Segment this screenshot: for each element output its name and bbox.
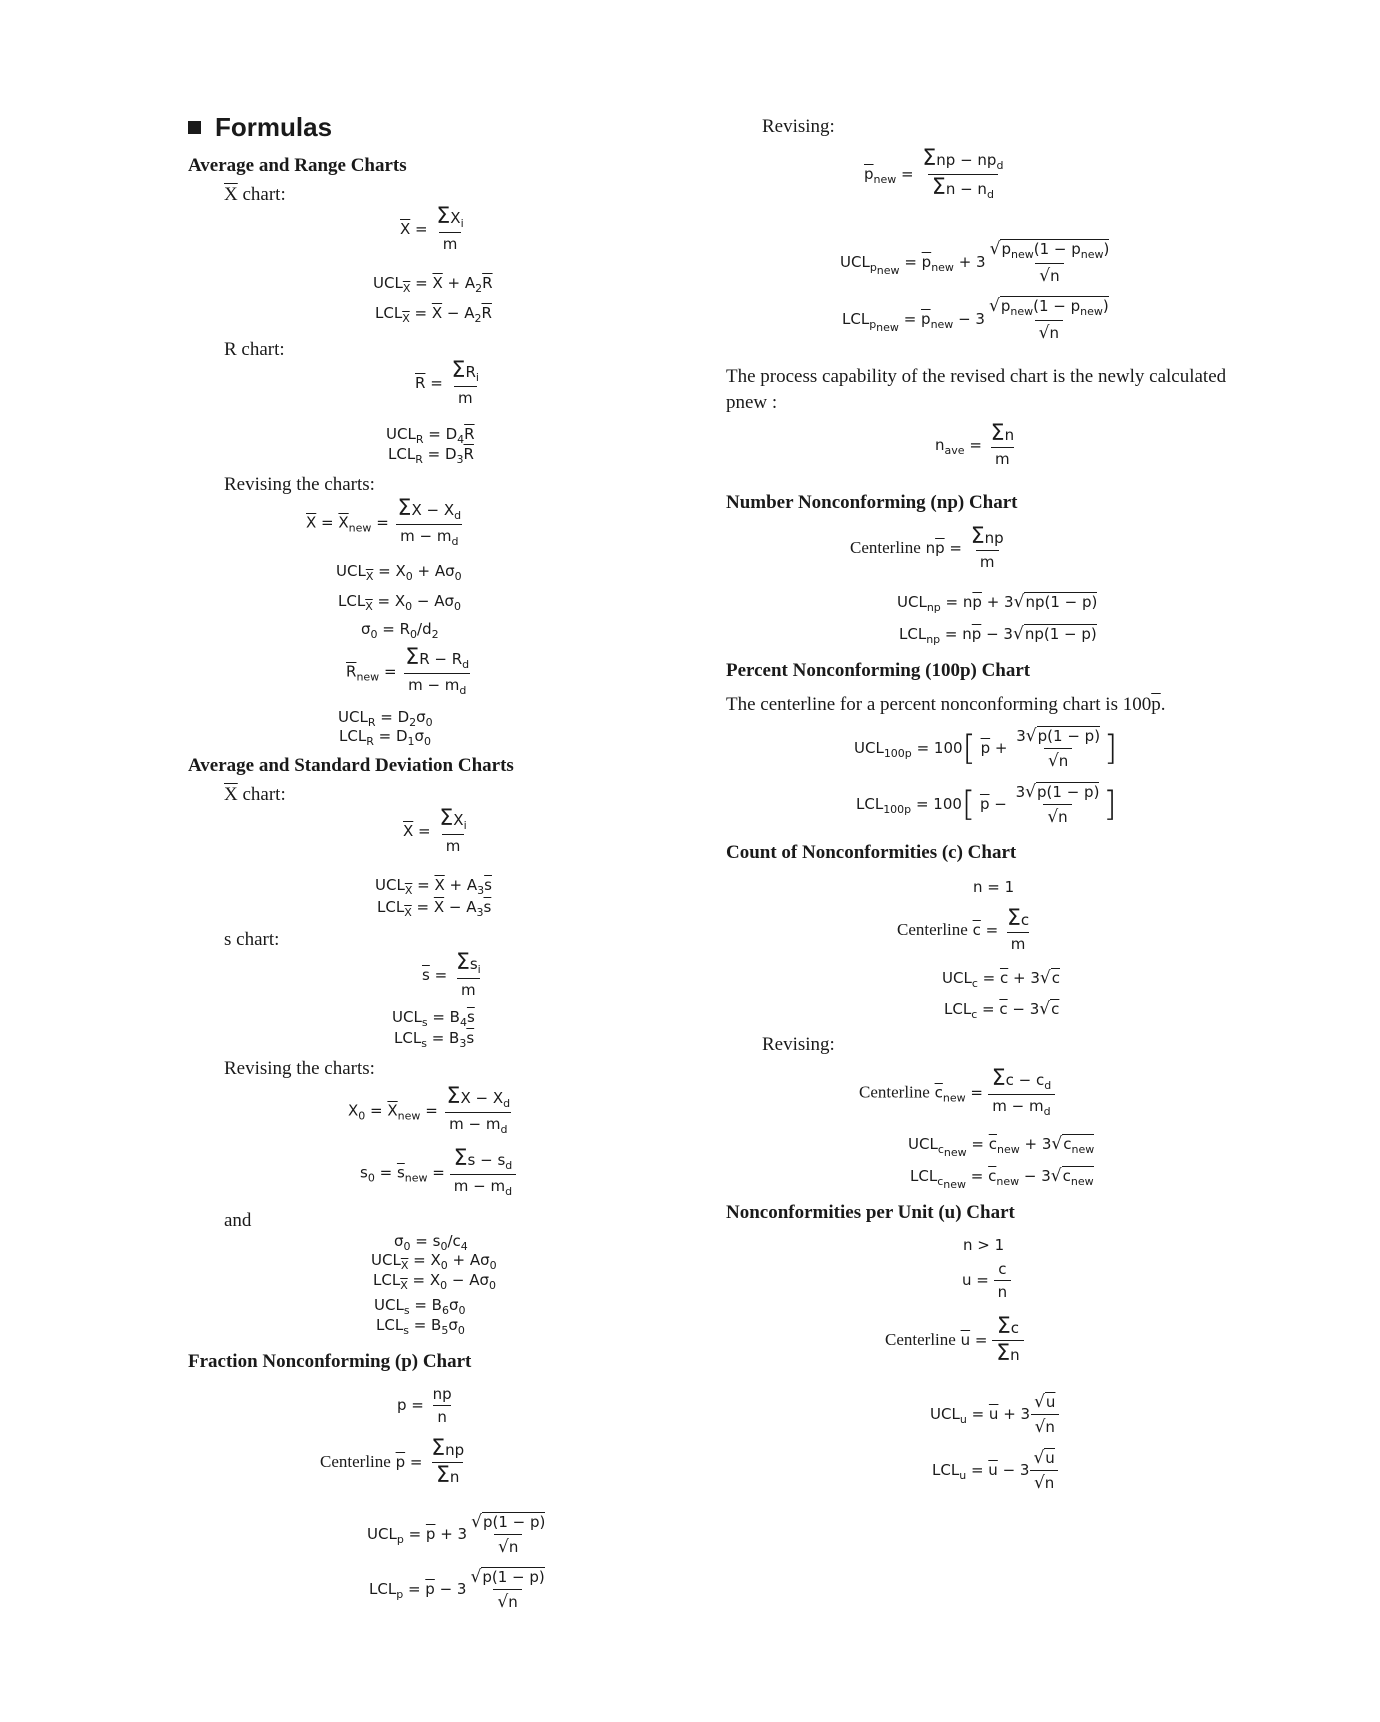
formula-ucl-xdbar: $UCL_{\overline{X}} = \overline{X} + A_3\overline{s}$ [375, 876, 492, 897]
heading-u-chart: Nonconformities per Unit (u) Chart [726, 1202, 1015, 1223]
formula-u: u = $\frac{c}{n}$ [962, 1260, 1011, 1301]
formula-rnew: $\overline{R}_{new}$ = $\frac{\Sigma R - R_d}{m - m_d}$ [346, 645, 470, 697]
formula-lcl-100p: $LCL_{100p} = 100$[ $\overline{p}$ − $\frac{3√p(1 - \overline{p})}{√n}$ ] [856, 782, 1117, 827]
formula-centerline-np: Centerline $n\overline{p}$ = $\frac{\text{Σnp}}{m}$ [850, 524, 1004, 571]
page-title: Formulas [188, 112, 332, 143]
s-chart-label: s chart: [224, 929, 280, 950]
formula-ucl-c: $UCL_c = \overline{c} + 3√c$ [942, 968, 1060, 990]
formula-sigma0: $\sigma_0 = R_0/d_2$ [361, 620, 439, 641]
formula-n-equals-1: n = 1 [973, 878, 1015, 896]
formula-centerline-p: Centerline $\overline{p}$ = $\frac{\text{Σnp}}{\Sigma n}$ [320, 1436, 465, 1488]
formula-ucl-x0-2: $UCL_{\overline{X}} = X_0 + A\sigma_0$ [371, 1251, 497, 1272]
heading-np-chart: Number Nonconforming (np) Chart [726, 492, 1018, 513]
formula-ucl-np: $UCL_{np} = n\overline{p} + 3√n\overline{p}(1 - \overline{p})$ [897, 592, 1098, 614]
formula-centerline-u: Centerline $\overline{u}$ = $\frac{\Sigma c}{\Sigma n}$ [885, 1316, 1024, 1365]
heading-average-sd: Average and Standard Deviation Charts [188, 755, 514, 776]
formula-pnew: $\overline{p}_{new}$ = $\frac{\Sigma np - np_d}{\Sigma n - n_d}$ [864, 146, 1004, 201]
xbar-chart-label: $\overline{X}$ chart: [224, 184, 286, 205]
formula-s0-new: $s_0 = \overline{s}_{new}$ = $\frac{\Sigma s - s_d}{m - m_d}$ [360, 1148, 516, 1198]
formula-nave: $n_{ave}$ = $\frac{\Sigma n}{m}$ [935, 421, 1015, 468]
formula-ucl-r: $UCL_R = D_4\overline{R}$ [386, 425, 475, 446]
formula-ucl-p: $UCL_p = \overline{p} + 3$ $\frac{√p(1 - \overline{p})}{√n}$ [367, 1512, 546, 1557]
revising-label-right: Revising: [762, 116, 835, 137]
formula-p: p = $\frac{np}{n}$ [397, 1385, 452, 1426]
formula-xdbar: $\overline{X}$ = $\frac{\Sigma X_i}{m}$ [403, 806, 467, 855]
formula-ucl-u: $UCL_u = \overline{u} + 3$ $\frac{√u}{√n}$ [930, 1392, 1059, 1437]
formula-xbar: $\overline{X}$ = $\frac{\Sigma X_i}{m}$ [400, 204, 464, 253]
formula-n-gt-1: n > 1 [963, 1236, 1005, 1254]
revising-label: Revising the charts: [224, 474, 375, 495]
formula-x0-new: $X_0 = \overline{X}_{new}$ = $\frac{\Sigma X - X_d}{m - m_d}$ [348, 1084, 511, 1136]
formula-ucl-pnew: $UCL_{p_{new}} = \overline{p}_{new} + 3$ $\frac{√p_{new}(1 - \overline{p}_{new})}{√n}$ [840, 239, 1110, 286]
square-bullet-icon [188, 121, 201, 134]
formula-centerline-cnew: Centerline $\overline{c}_{new}$ = $\frac{\Sigma c - c_d}{m - m_d}$ [859, 1068, 1055, 1118]
formula-lcl-np: $LCL_{np} = n\overline{p} - 3√n\overline{p}(1 - \overline{p})$ [899, 624, 1097, 646]
formula-centerline-c: Centerline $\overline{c}$ = $\frac{\Sigma c}{m}$ [897, 906, 1030, 953]
formula-sbar: $\overline{s}$ = $\frac{\Sigma s_i}{m}$ [422, 950, 481, 999]
formula-lcl-x0: $LCL_{\overline{X}} = X_0 - A\sigma_0$ [338, 592, 461, 613]
heading-p-chart: Fraction Nonconforming (p) Chart [188, 1351, 472, 1372]
formula-lcl-cnew: $LCL_{c_{new}} = \overline{c}_{new} - 3√c_{new}$ [910, 1166, 1094, 1192]
formula-rbar: $\overline{R}$ = $\frac{\Sigma R_i}{m}$ [415, 358, 479, 407]
formula-ucl-cnew: $UCL_{c_{new}} = \overline{c}_{new} + 3√c_{new}$ [908, 1134, 1095, 1160]
formula-ucl-xbar: $UCL_{\overline{X}} = \overline{X} + A_2\overline{R}$ [373, 274, 493, 295]
formula-ucl-s: $UCL_s = B_4\overline{s}$ [392, 1008, 475, 1029]
formula-lcl-xdbar: $LCL_{\overline{X}} = \overline{X} - A_3\overline{s}$ [377, 898, 492, 919]
formula-lcl-xbar: $LCL_{\overline{X}} = \overline{X} - A_2\overline{R}$ [375, 304, 492, 325]
revising-label-2: Revising the charts: [224, 1058, 375, 1079]
revising-label-right-2: Revising: [762, 1034, 835, 1055]
formula-lcl-r-sigma: $LCL_R = D_1\sigma_0$ [339, 727, 432, 748]
pct-text: The centerline for a percent nonconforming chart is $100\overline{p}$. [726, 694, 1166, 715]
formula-lcl-r: $LCL_R = D_3\overline{R}$ [388, 445, 474, 466]
formula-xnew: $\overline{X} = \overline{X}_{new}$ = $\frac{\Sigma X - X_d}{m - m_d}$ [306, 496, 462, 548]
formula-ucl-x0: $UCL_{\overline{X}} = X_0 + A\sigma_0$ [336, 562, 462, 583]
formula-lcl-u: $LCL_u = \overline{u} - 3$ $\frac{√u}{√n}$ [932, 1448, 1059, 1493]
formula-lcl-p: $LCL_p = \overline{p} - 3$ $\frac{√p(1 - \overline{p})}{√n}$ [369, 1567, 545, 1612]
and-label: and [224, 1210, 252, 1231]
capability-text-2: pnew : [726, 392, 778, 413]
formula-sigma0-c4: $\sigma_0 = s_0/c_4$ [394, 1232, 468, 1253]
formula-ucl-s-sigma: $UCL_s = B_6\sigma_0$ [374, 1296, 466, 1317]
capability-text: The process capability of the revised chart is the newly calculated [726, 366, 1227, 387]
formula-lcl-c: $LCL_c = \overline{c} - 3√c$ [944, 999, 1060, 1021]
formula-lcl-s-sigma: $LCL_s = B_5\sigma_0$ [376, 1316, 465, 1337]
formula-lcl-s: $LCL_s = B_3\overline{s}$ [394, 1029, 475, 1050]
formula-ucl-100p: $UCL_{100p} = 100$[ $\overline{p}$ + $\frac{3√p(1 - \overline{p})}{√n}$ ] [854, 726, 1118, 771]
heading-100p-chart: Percent Nonconforming (100p) Chart [726, 660, 1031, 681]
r-chart-label: R chart: [224, 339, 285, 360]
formula-lcl-x0-2: $LCL_{\overline{X}} = X_0 - A\sigma_0$ [373, 1271, 496, 1292]
formula-lcl-pnew: $LCL_{p_{new}} = \overline{p}_{new} - 3$ $\frac{√p_{new}(1 - \overline{p}_{new})}{√n}$ [842, 296, 1109, 343]
xbar-chart-label-2: $\overline{X}$ chart: [224, 784, 286, 805]
formula-ucl-r-sigma: $UCL_R = D_2\sigma_0$ [338, 708, 433, 729]
heading-average-range: Average and Range Charts [188, 155, 407, 176]
heading-c-chart: Count of Nonconformities (c) Chart [726, 842, 1017, 863]
